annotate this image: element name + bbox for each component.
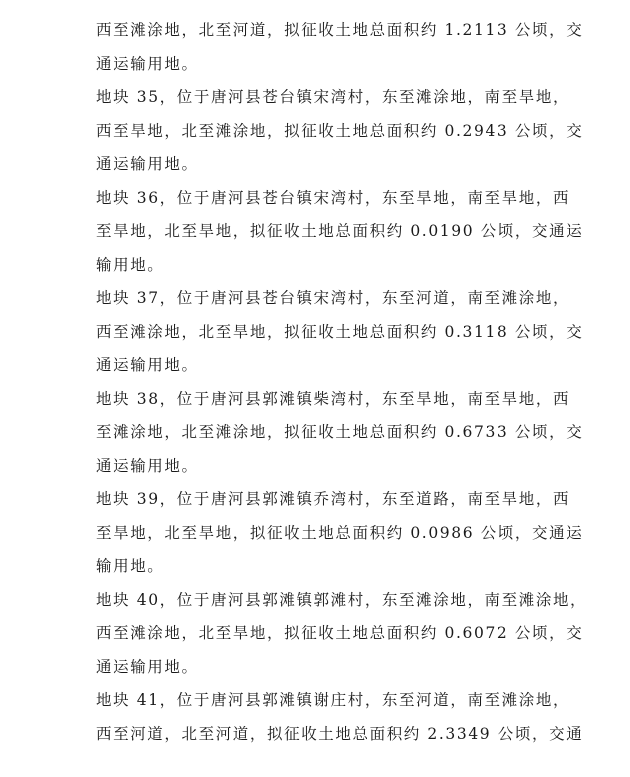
text-line: 输用地。 bbox=[96, 557, 165, 575]
text-line: 通运输用地。 bbox=[96, 155, 199, 173]
text-line: 西至河道，北至河道，拟征收土地总面积约 2.3349 公顷，交通 bbox=[96, 724, 584, 743]
text-line: 地块 39，位于唐河县郭滩镇乔湾村，东至道路，南至旱地，西 bbox=[96, 490, 571, 508]
text-line: 至旱地，北至旱地，拟征收土地总面积约 0.0190 公顷，交通运 bbox=[96, 222, 584, 240]
text-line: 通运输用地。 bbox=[96, 657, 199, 676]
text-line: 地块 41，位于唐河县郭滩镇谢庄村，东至河道，南至滩涂地， bbox=[96, 691, 571, 709]
text-line: 地块 38，位于唐河县郭滩镇柴湾村，东至旱地，南至旱地，西 bbox=[96, 389, 571, 408]
text-line: 通运输用地。 bbox=[96, 456, 199, 475]
text-line: 地块 35，位于唐河县苍台镇宋湾村，东至滩涂地，南至旱地， bbox=[96, 88, 571, 106]
text-line: 地块 37，位于唐河县苍台镇宋湾村，东至河道，南至滩涂地， bbox=[96, 289, 571, 307]
text-line: 通运输用地。 bbox=[96, 54, 199, 73]
text-line: 至滩涂地，北至滩涂地，拟征收土地总面积约 0.6733 公顷，交 bbox=[96, 423, 584, 441]
text-line: 地块 40，位于唐河县郭滩镇郭滩村，东至滩涂地，南至滩涂地， bbox=[96, 590, 588, 609]
text-line: 西至滩涂地，北至旱地，拟征收土地总面积约 0.6072 公顷，交 bbox=[96, 624, 584, 642]
text-line: 西至旱地，北至滩涂地，拟征收土地总面积约 0.2943 公顷，交 bbox=[96, 121, 584, 140]
text-line: 西至滩涂地，北至河道，拟征收土地总面积约 1.2113 公顷，交 bbox=[96, 21, 584, 39]
text-line: 通运输用地。 bbox=[96, 356, 199, 374]
text-line: 至旱地，北至旱地，拟征收土地总面积约 0.0986 公顷，交通运 bbox=[96, 523, 584, 542]
text-line: 地块 36，位于唐河县苍台镇宋湾村，东至旱地，南至旱地，西 bbox=[96, 188, 571, 207]
text-line: 输用地。 bbox=[96, 255, 165, 274]
text-line: 西至滩涂地，北至旱地，拟征收土地总面积约 0.3118 公顷，交 bbox=[96, 322, 584, 341]
document-body bbox=[96, 14, 588, 751]
